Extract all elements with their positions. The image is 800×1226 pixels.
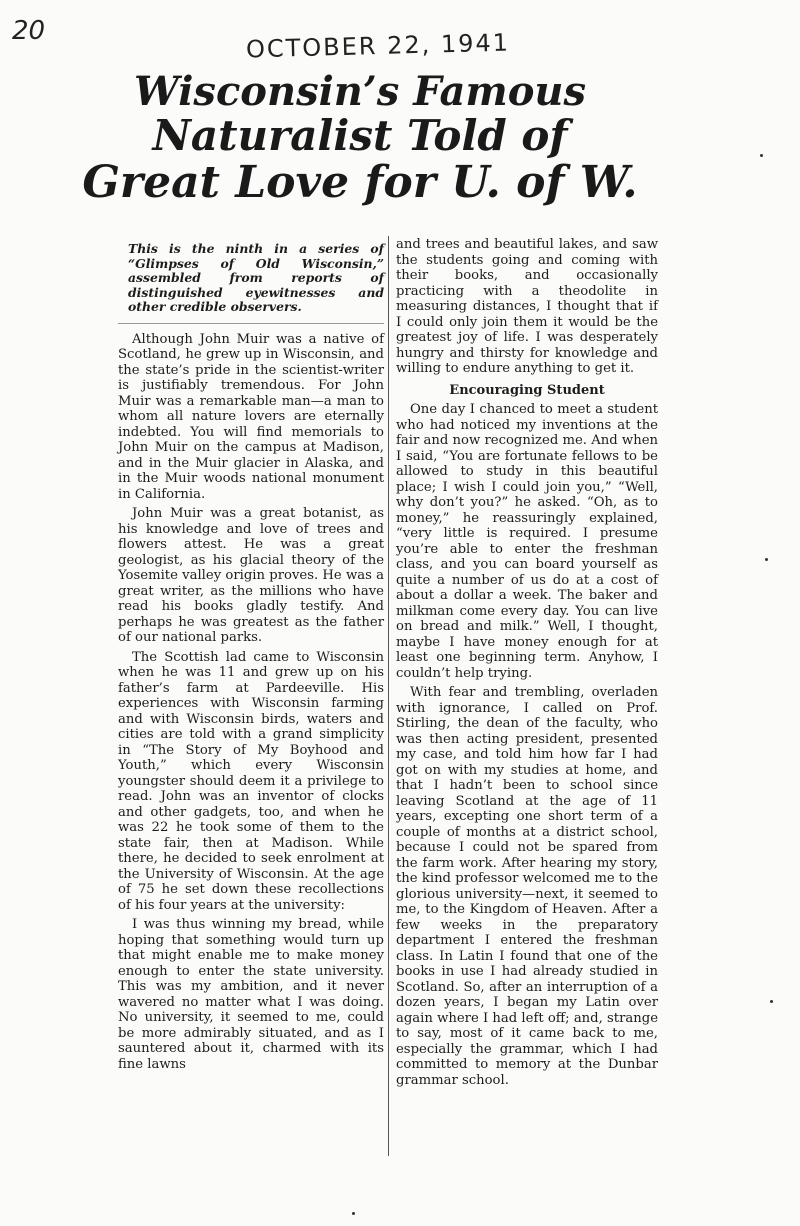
paragraph: John Muir was a great botanist, as his knowledge and love of trees and flowers attest. He was a great geologist, as his glacial theory of the Yosemite valley origin proves. He was a great writer, as the millions who have read his books gladly testify. And perhaps he was greatest as the father of our national parks. [118,506,384,645]
paragraph: With fear and trembling, overladen with ignorance, I called on Prof. Stirling, the dean of the faculty, who was then acting president, presented my case, and told him how far I had got on with my studies at home, and that I hadn’t been to school since leaving Scotland at the age of 11 years, excepting one short term of a couple of months at a district school, because I could not be spared from the farm work. After hearing my story, the kind professor welcomed me to the glorious university—next, it seemed to me, to the Kingdom of Heaven. After a few weeks in the preparatory department I entered the freshman class. In Latin I found that one of the books in use I had already studied in Scotland. So, after an interruption of a dozen years, I began my Latin over again where I had left off; and, strange to say, most of it came back to me, especially the grammar, which I had committed to memory at the Dunbar grammar school. [396,685,658,1088]
series-intro-text: This is the ninth in a series of “Glimpses of Old Wisconsin,” assembled from reports of distinguished eyewitnesses and other credible observers. [128,241,384,314]
subheading: Encouraging Student [449,382,605,398]
column-divider [388,236,389,1156]
headline [60,70,660,206]
scan-speck [760,154,763,157]
scan-speck [770,1000,773,1003]
paragraph: Although John Muir was a native of Scotland, he grew up in Wisconsin, and the state’s pride in the scientist-writer is justifiably tremendous. For John Muir was a remarkable man—a man to whom all nature lovers are eternally indebted. You will find memorials to John Muir on the campus at Madison, and in the Muir glacier in Alaska, and in the Muir woods national monument in California. [118,331,384,502]
headline-line-2: Naturalist Told of [152,111,568,161]
paragraph: I was thus winning my bread, while hoping that something would turn up that might enable me to make money enough to enter the state university. This was my ambition, and it never wavered no matter what I was doing. No university, it seemed to me, could be more admirably situated, and as I sauntered about it, charmed with its fine lawns [118,917,384,1072]
article-column-1 [118,242,384,1076]
headline-line-3: Great Love for U. of W. [82,156,638,208]
scan-speck [765,558,768,561]
article-column-2 [396,237,658,1092]
paragraph: One day I chanced to meet a student who had noticed my inventions at the fair and now recognized me. And when I said, “You are fortunate fellows to be allowed to study in this beautiful place; I wish I could join you,” “Well, why don’t you?” he asked. “Oh, as to money,” he reassuringly explained, “very little is required. I presume you’re able to enter the freshman class, and you can board yourself as quite a number of us do at a cost of about a dollar a week. The baker and milkman come every day. You can live on bread and milk.” Well, I thought, maybe I have money enough for at least one beginning term. Anyhow, I couldn’t help trying. [396,402,658,681]
paragraph-continued: and trees and beautiful lakes, and saw the students going and coming with their books, and occasionally practicing with a theodolite in measuring distances, I thought that if I could only join them it would be the greatest joy of life. I was desperately hungry and thirsty for knowledge and willing to endure anything to get it. [396,237,658,376]
handwritten-date: OCTOBER 22, 1941 [245,28,511,64]
page-number: 20 [12,16,46,46]
series-intro [118,242,384,324]
headline-line-1: Wisconsin’s Famous [134,68,586,115]
scan-speck [352,1212,355,1215]
paragraph: The Scottish lad came to Wisconsin when he was 11 and grew up on his father’s farm at Pardeeville. His experiences with Wisconsin farming and with Wisconsin birds, waters and cities are told with a grand simplicity in “The Story of My Boyhood and Youth,” which every Wisconsin youngster should deem it a privilege to read. John was an inventor of clocks and other gadgets, too, and when he was 22 he took some of them to the state fair, then at Madison. While there, he decided to seek enrolment at the University of Wisconsin. At the age of 75 he set down these recollections of his four years at the university: [118,649,384,913]
